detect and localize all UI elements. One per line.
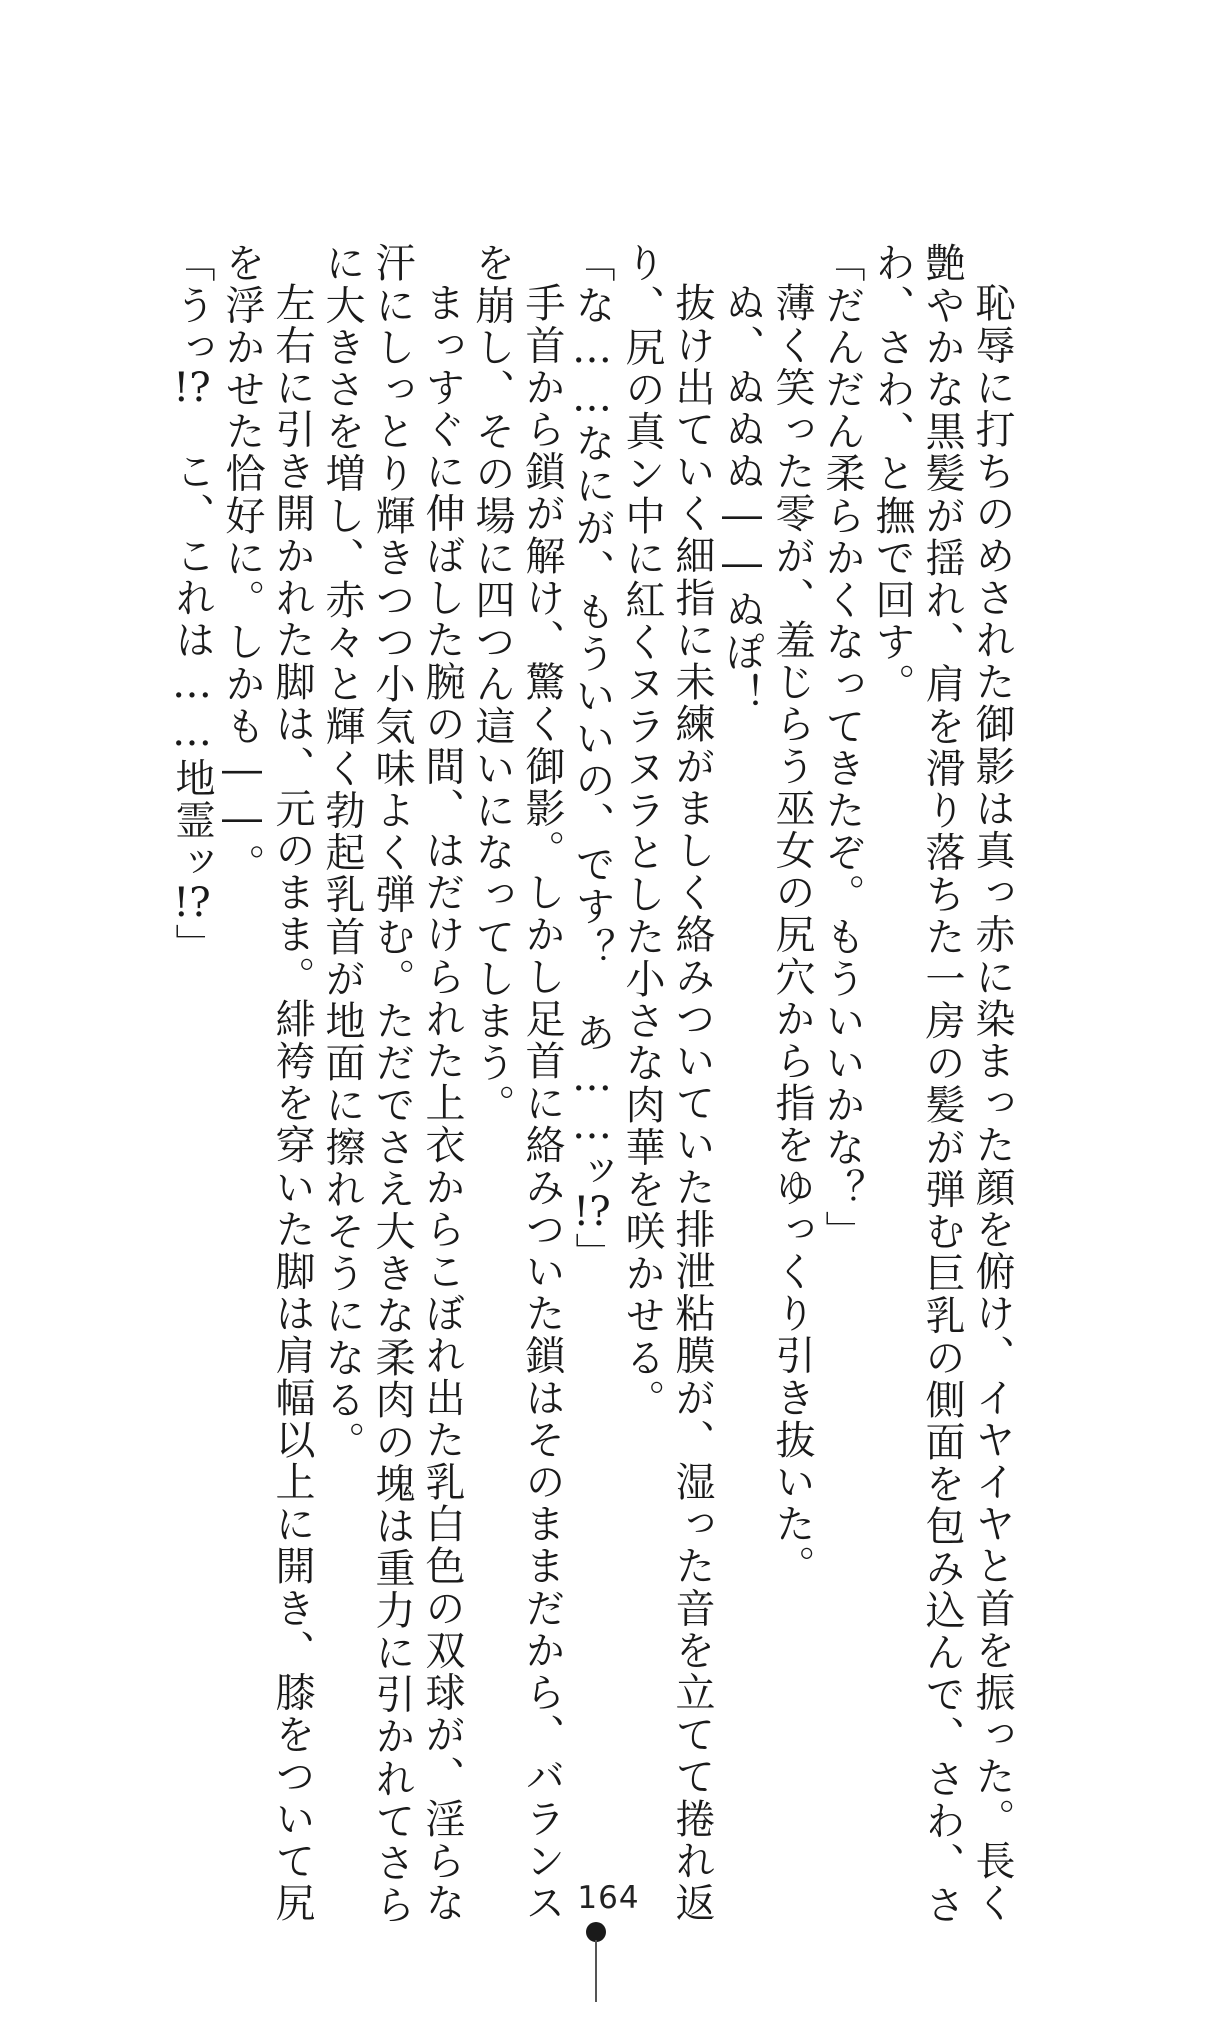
paragraph: 「な……なにが、もういいの、です？ あ……ッ!?」 bbox=[569, 242, 615, 1275]
paragraph: わ、さわ、と撫で回す。 bbox=[869, 242, 915, 706]
paragraph: 汗にしっとり輝きつつ小気味よく弾む。ただでさえ大きな柔肉の塊は重力に引かれてさら bbox=[369, 242, 415, 1926]
page-number: 164 bbox=[577, 1880, 640, 1916]
paragraph: を浮かせた恰好に。しかも――。 bbox=[219, 242, 265, 886]
paragraph: 艶やかな黒髪が揺れ、肩を滑り落ちた一房の髪が弾む巨乳の側面を包み込んで、さわ、さ bbox=[919, 242, 965, 1926]
paragraph: 左右に引き開かれた脚は、元のまま。緋袴を穿いた脚は肩幅以上に開き、膝をついて尻 bbox=[269, 282, 315, 1924]
page-marker-icon bbox=[586, 1922, 606, 2002]
paragraph: 「うっ!? こ、これは……地霊ッ!?」 bbox=[169, 242, 215, 966]
paragraph: 抜け出ていく細指に未練がましく絡みついていた排泄粘膜が、湿った音を立てて捲れ返 bbox=[669, 282, 715, 1924]
paragraph: ぬ、ぬぬぬ――ぬぽ！ bbox=[719, 282, 765, 715]
paragraph: 恥辱に打ちのめされた御影は真っ赤に染まった顔を俯け、イヤイヤと首を振った。長く bbox=[969, 282, 1015, 1924]
paragraph: まっすぐに伸ばした腕の間、はだけられた上衣からこぼれ出た乳白色の双球が、淫らな bbox=[419, 282, 465, 1924]
paragraph: を崩し、その場に四つん這いになってしまう。 bbox=[469, 242, 515, 1127]
paragraph: り、尻の真ン中に紅くヌラヌラとした小さな肉華を咲かせる。 bbox=[619, 242, 665, 1421]
paragraph: 「だんだん柔らかくなってきたぞ。もういいかな？」 bbox=[819, 242, 865, 1253]
marker-dot bbox=[586, 1922, 606, 1942]
paragraph: に大きさを増し、赤々と輝く勃起乳首が地面に擦れそうになる。 bbox=[319, 242, 365, 1463]
marker-stem bbox=[595, 1940, 597, 2002]
paragraph: 薄く笑った零が、羞じらう巫女の尻穴から指をゆっくり引き抜いた。 bbox=[769, 282, 815, 1588]
paragraph: 手首から鎖が解け、驚く御影。しかし足首に絡みついた鎖はそのままだから、バランス bbox=[519, 282, 565, 1924]
